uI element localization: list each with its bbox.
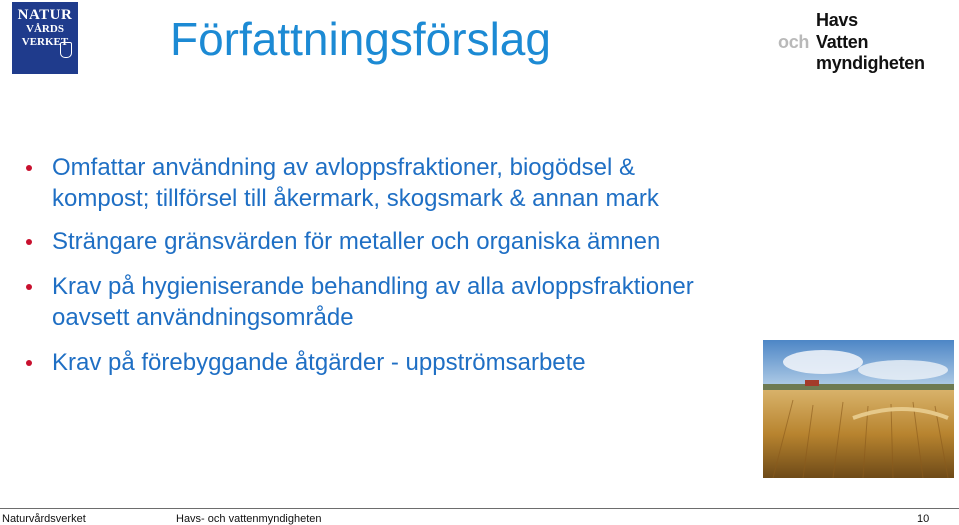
footer-divider (0, 508, 959, 509)
logo-vatten: Vatten (816, 32, 869, 52)
slide-title: Författningsförslag (170, 13, 551, 65)
logo-text-line: VERKET (21, 36, 69, 48)
logo-och: och (778, 32, 810, 52)
bullet-item (22, 271, 822, 333)
crown-icon (60, 42, 72, 58)
bullet-icon (26, 284, 32, 290)
bullet-item (22, 226, 822, 257)
bullet-icon (26, 360, 32, 366)
footer-left: Naturvårdsverket (2, 513, 86, 525)
bullet-text: Krav på förebyggande åtgärder - uppströmsarbete (52, 349, 586, 376)
bullet-text: oavsett användningsområde (52, 304, 354, 331)
page-number: 10 (917, 513, 930, 525)
bullet-icon (26, 165, 32, 171)
bullet-icon (26, 239, 32, 245)
logo-text-line: VÅRDS (26, 23, 64, 35)
bullet-list (22, 152, 822, 378)
bullet-item (22, 152, 822, 214)
logo-text-line: NATUR (17, 7, 73, 23)
footer-middle: Havs- och vattenmyndigheten (176, 513, 322, 525)
bullet-text: kompost; tillförsel till åkermark, skogsmark & annan mark (52, 185, 659, 212)
bullet-text: Krav på hygieniserande behandling av alla avloppsfraktioner (52, 273, 694, 300)
logo-myndigheten: myndigheten (816, 53, 925, 73)
bullet-item (22, 347, 822, 378)
bullet-text: Omfattar användning av avloppsfraktioner, biogödsel & (52, 154, 636, 181)
wheat-field-photo (763, 340, 954, 478)
havs-och-vattenmyndigheten-logo (778, 10, 948, 72)
bullet-text: Strängare gränsvärden för metaller och organiska ämnen (52, 228, 661, 255)
logo-havs: Havs (816, 10, 858, 30)
naturvardsverket-logo (12, 2, 78, 74)
